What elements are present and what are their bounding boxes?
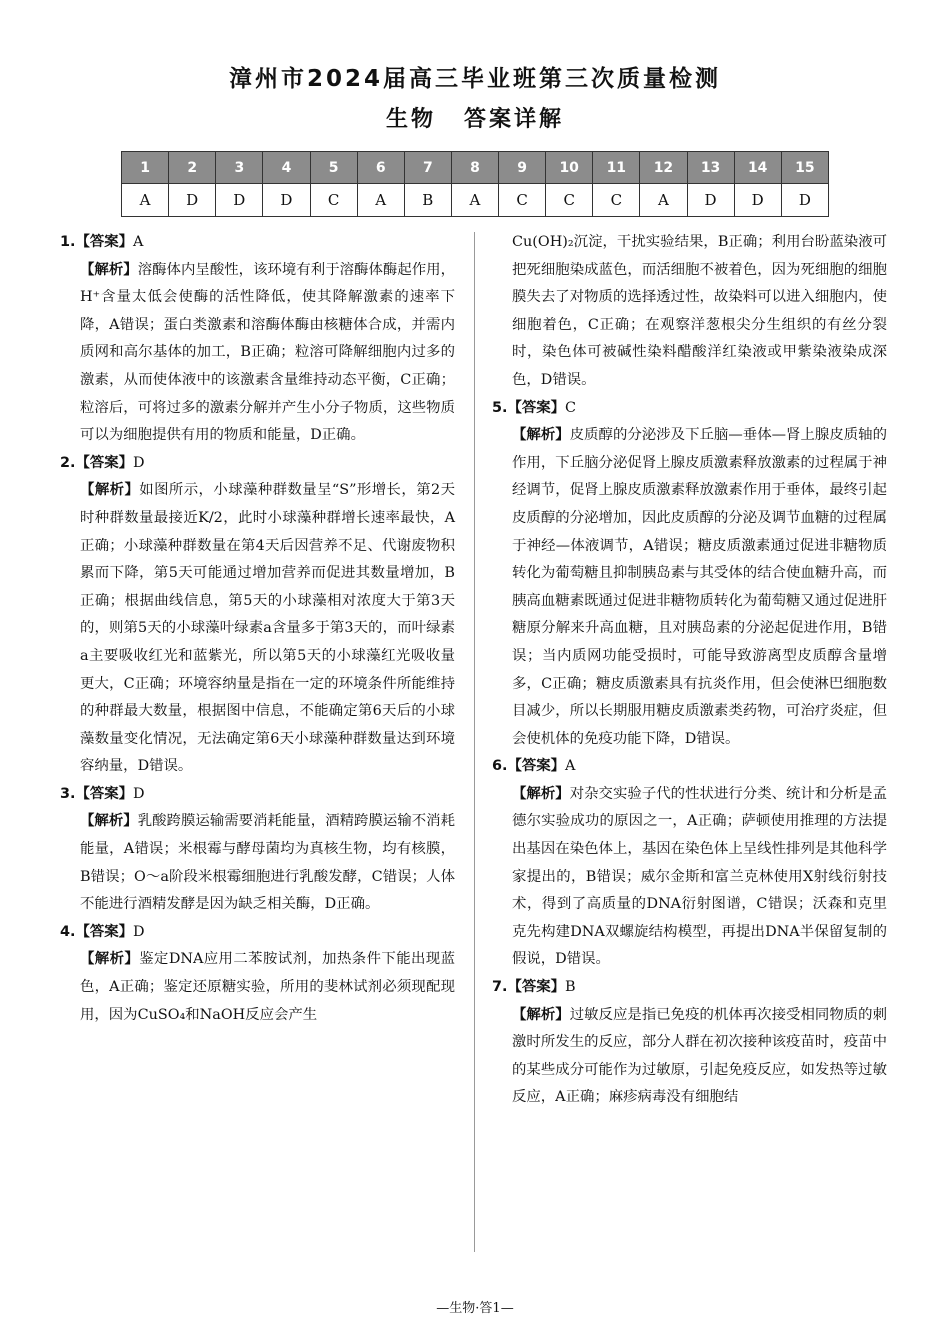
answer-value: A <box>133 234 144 250</box>
analysis-body: 如图所示，小球藻种群数量呈“S”形增长，第2天时种群数量最接近K/2，此时小球藻种群增长速率最快，A正确；小球藻种群数量在第4天后因营养不足、代谢废物积累而下降，第5天可能通过增加营养而促进其数量增加，B正确；根据曲线信息，第5天的小球藻相对浓度大于第3天的，则第5天的小球藻叶绿素a含量多于第3天的，而叶绿素a主要吸收红光和蓝紫光，所以第5天的小球藻红光吸收量更大，C正确；环境容纳量是指在一定的环境条件所能维持的种群最大数量，根据图中信息，不能确定第6天后的小球藻数量变化情况，无法确定第6天小球藻种群数量达到环境容纳量，D错误。 <box>80 482 455 775</box>
answer-cell: D <box>169 184 216 217</box>
question-number: 3 <box>216 152 263 184</box>
answer-table-value-row <box>122 184 829 217</box>
answer-line <box>60 450 455 478</box>
answer-table-header-row <box>122 152 829 184</box>
analysis-body: 溶酶体内呈酸性，该环境有利于溶酶体酶起作用，H⁺含量太低会使酶的活性降低，使其降解激素的速率下降，A错误；蛋白类激素和溶酶体酶由核糖体合成，并需内质网和高尔基体的加工，B正确；粒溶可降解细胞内过多的激素，从而使体液中的该激素含量维持动态平衡，C正确；粒溶后，可将过多的激素分解并产生小分子物质，这些物质可以为细胞提供有用的物质和能量，D正确。 <box>80 261 455 444</box>
question-5 <box>492 395 887 754</box>
analysis-label: 【解析】 <box>512 1006 570 1023</box>
analysis-text <box>60 477 455 781</box>
answer-line <box>60 781 455 809</box>
question-6 <box>492 753 887 974</box>
analysis-body: 皮质醇的分泌涉及下丘脑—垂体—肾上腺皮质轴的作用，下丘脑分泌促肾上腺皮质激素释放激素的过程属于神经调节，促肾上腺皮质激素释放激素作用于垂体，最终引起皮质醇的分泌增加，因此皮质醇的分泌及调节血糖的过程属于神经—体液调节，A错误；糖皮质激素通过促进非糖物质转化为葡萄糖且抑制胰岛素与其受体的结合使血糖升高，而胰高血糖素既通过促进非糖物质转化为葡萄糖又通过促进肝糖原分解来升高血糖，且对胰岛素的分泌起促进作用，B错误；当内质网功能受损时，可能导致游离型皮质醇含量增多，C正确；糖皮质激素具有抗炎作用，但会使淋巴细胞数目减少，所以长期服用糖皮质激素类药物，可治疗炎症，但会使机体的免疫功能下降，D错误。 <box>512 427 887 747</box>
analysis-text <box>60 257 455 450</box>
analysis-label: 【解析】 <box>512 785 570 802</box>
answer-table <box>121 151 829 217</box>
left-column <box>60 229 455 1029</box>
answer-line <box>492 753 887 781</box>
analysis-text <box>492 781 887 974</box>
subtitle-label: 答案详解 <box>464 107 565 132</box>
analysis-continuation: Cu(OH)₂沉淀，干扰实验结果，B正确；利用台盼蓝染液可把死细胞染成蓝色，而活细胞不被着色，因为死细胞的细胞膜失去了对物质的选择透过性，故染料可以进入细胞内，使细胞着色，C正确；在观察洋葱根尖分生组织的有丝分裂时，染色体可被碱性染料醋酸洋红染液或甲紫染液染成深色，D错误。 <box>512 234 887 388</box>
question-number: 4 <box>263 152 310 184</box>
question-number: 15 <box>781 152 828 184</box>
answer-label: 7.【答案】 <box>492 979 566 996</box>
analysis-text <box>492 422 887 753</box>
answer-cell: D <box>687 184 734 217</box>
answer-line <box>492 395 887 423</box>
answer-cell: A <box>122 184 169 217</box>
answer-cell: C <box>546 184 593 217</box>
answer-label: 5.【答案】 <box>492 399 566 416</box>
answer-cell: A <box>451 184 498 217</box>
question-number: 7 <box>404 152 451 184</box>
analysis-text <box>60 946 455 1029</box>
answer-cell: C <box>499 184 546 217</box>
analysis-label: 【解析】 <box>80 261 138 278</box>
answer-line <box>60 229 455 257</box>
page-title: 漳州市2024届高三毕业班第三次质量检测 <box>228 66 721 92</box>
right-column <box>492 229 887 1112</box>
analysis-label: 【解析】 <box>80 813 138 830</box>
answer-line <box>60 919 455 947</box>
answer-cell: D <box>781 184 828 217</box>
answer-cell: B <box>404 184 451 217</box>
question-number: 11 <box>593 152 640 184</box>
subject-label: 生物 <box>385 107 436 132</box>
question-number: 1 <box>122 152 169 184</box>
analysis-label: 【解析】 <box>80 951 140 968</box>
analysis-body: 过敏反应是指已免疫的机体再次接受相同物质的刺激时所发生的反应，部分人群在初次接种该疫苗时，疫苗中的某些成分可能作为过敏原，引起免疫反应，如发热等过敏反应，A正确；麻疹病毒没有细胞结 <box>512 1006 887 1106</box>
answer-cell: C <box>593 184 640 217</box>
question-number: 5 <box>310 152 357 184</box>
question-4 <box>60 919 455 1029</box>
page-footer: —生物·答1— <box>436 1301 514 1316</box>
question-1 <box>60 229 455 450</box>
analysis-body: 乳酸跨膜运输需要消耗能量，酒精跨膜运输不消耗能量，A错误；米根霉与酵母菌均为真核生物，均有核膜，B错误；O～a阶段米根霉细胞进行乳酸发酵，C错误；人体不能进行酒精发酵是因为缺乏相关酶，D正确。 <box>80 813 455 913</box>
question-number: 10 <box>546 152 593 184</box>
answer-cell: D <box>263 184 310 217</box>
question-number: 2 <box>169 152 216 184</box>
question-number: 8 <box>451 152 498 184</box>
answer-cell: D <box>216 184 263 217</box>
answer-label: 2.【答案】 <box>60 454 134 471</box>
answer-label: 1.【答案】 <box>60 234 134 250</box>
answer-value: D <box>133 923 145 940</box>
page-subtitle <box>0 102 950 133</box>
answer-value: A <box>565 758 576 775</box>
answer-value: B <box>565 979 576 996</box>
column-divider <box>474 232 475 1252</box>
question-number: 12 <box>640 152 687 184</box>
question-number: 6 <box>357 152 404 184</box>
analysis-label: 【解析】 <box>512 427 570 444</box>
analysis-label: 【解析】 <box>80 482 140 499</box>
answer-label: 3.【答案】 <box>60 785 134 802</box>
answer-value: D <box>133 454 145 471</box>
answer-cell: D <box>734 184 781 217</box>
question-number: 13 <box>687 152 734 184</box>
question-7 <box>492 974 887 1112</box>
answer-cell: A <box>640 184 687 217</box>
answer-line <box>492 974 887 1002</box>
answer-cell: C <box>310 184 357 217</box>
answer-value: D <box>133 785 145 802</box>
answer-cell: A <box>357 184 404 217</box>
question-4-continued <box>492 229 887 395</box>
analysis-body: 鉴定DNA应用二苯胺试剂，加热条件下能出现蓝色，A正确；鉴定还原糖实验，所用的斐林试剂必须现配现用，因为CuSO₄和NaOH反应会产生 <box>80 951 455 1023</box>
question-number: 14 <box>734 152 781 184</box>
answer-label: 4.【答案】 <box>60 923 134 940</box>
answer-label: 6.【答案】 <box>492 758 566 775</box>
analysis-body: 对杂交实验子代的性状进行分类、统计和分析是孟德尔实验成功的原因之一，A正确；萨顿使用推理的方法提出基因在染色体上，基因在染色体上呈线性排列是其他科学家提出的，B错误；威尔金斯和富兰克林使用X射线衍射技术，得到了高质量的DNA衍射图谱，C错误；沃森和克里克先构建DNA双螺旋结构模型，再提出DNA半保留复制的假说，D错误。 <box>512 785 887 968</box>
question-number: 9 <box>499 152 546 184</box>
answer-value: C <box>565 399 577 416</box>
question-2 <box>60 450 455 781</box>
analysis-text <box>60 808 455 918</box>
question-3 <box>60 781 455 919</box>
analysis-text <box>492 1002 887 1112</box>
